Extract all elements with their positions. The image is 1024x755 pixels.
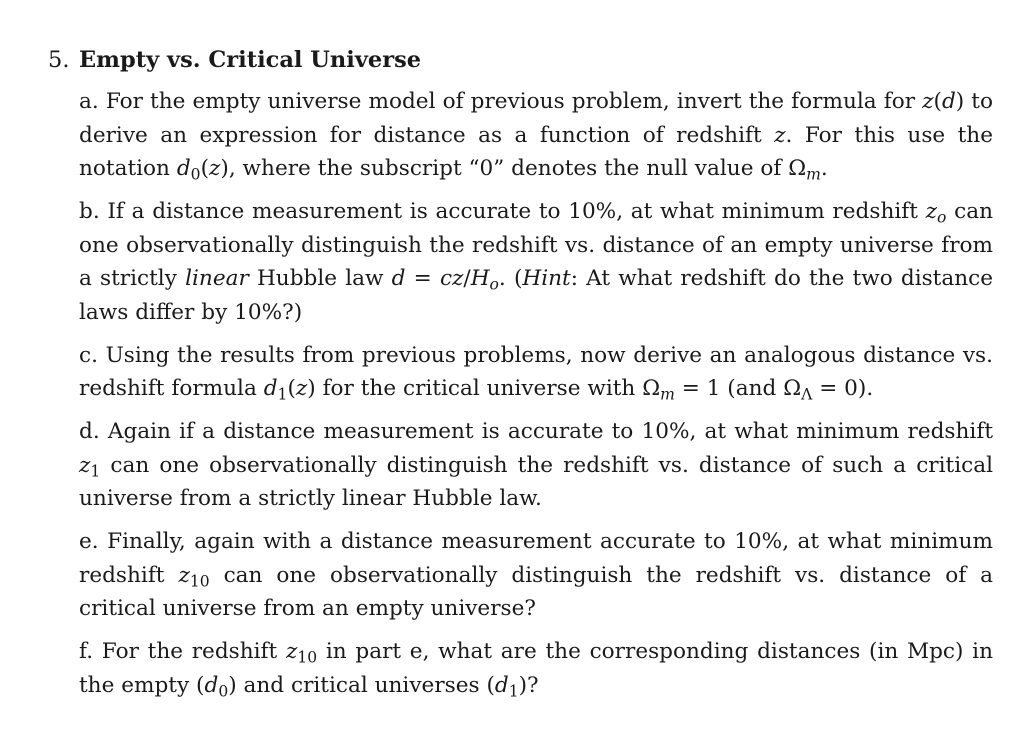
part-c-math-d1: d xyxy=(263,376,278,401)
problem-title: Empty vs. Critical Universe xyxy=(79,47,422,73)
part-c-math-omega-m: Ω xyxy=(642,376,661,401)
part-a-paren-close-2: ) xyxy=(220,156,229,181)
part-a-text-3: . For this use the notation xyxy=(79,122,993,181)
part-b-math-equals: = xyxy=(405,266,440,291)
part-a-math-z: z xyxy=(922,89,934,114)
part-f-math-d0: d xyxy=(204,672,219,698)
part-c-math-z: z xyxy=(295,376,308,401)
part-f-sub-10: 10 xyxy=(297,648,318,667)
part-b-sub-o: o xyxy=(937,208,947,227)
part-a-paren-open-2: ( xyxy=(200,156,209,181)
part-a-paren-close: ) xyxy=(955,89,965,114)
part-b-text-4: . ( xyxy=(498,266,523,291)
part-a-paren-open: ( xyxy=(933,89,942,114)
part-a xyxy=(79,85,993,186)
part-a-math-z3: z xyxy=(209,156,221,181)
part-b-emph-hint: Hint xyxy=(522,266,571,291)
part-b-emph-linear: linear xyxy=(185,266,249,291)
problem-5 xyxy=(48,44,993,712)
part-c-text-3: (and xyxy=(720,376,784,401)
part-d-sub-1: 1 xyxy=(90,462,101,481)
part-b-math-slash: / xyxy=(463,266,471,291)
part-a-text-4: , where the subscript “0” denotes the null value of xyxy=(228,156,789,181)
part-c-paren-close: ) xyxy=(307,376,316,401)
part-d xyxy=(79,415,993,516)
part-c-text-2: for the critical universe with xyxy=(315,376,643,401)
part-b xyxy=(79,195,993,329)
part-a-math-d0: d xyxy=(176,156,191,181)
problem-heading xyxy=(48,44,993,76)
part-a-text-2: to derive an expression for distance as a function of redshift xyxy=(79,89,993,148)
part-e-sub-10: 10 xyxy=(189,572,210,591)
part-a-text-1: a. For the empty universe model of previous problem, invert the formula for xyxy=(79,89,923,114)
part-e-text-1: e. Finally, again with a distance measurement accurate to 10%, at what minimum redshift xyxy=(79,529,993,588)
part-f-text-4: )? xyxy=(518,672,539,698)
part-c-math-eq-0: = 0 xyxy=(812,376,858,401)
part-c-paren-open: ( xyxy=(287,376,296,401)
problem-number: 5. xyxy=(48,47,70,73)
part-b-math-z: z xyxy=(925,199,938,224)
part-f-sub-0: 0 xyxy=(218,682,229,701)
part-a-text-5: . xyxy=(820,156,828,181)
part-d-math-z1: z xyxy=(79,452,91,478)
part-b-text-2: can one observationally distinguish the redshift vs. distance of an empty universe from a strictly xyxy=(79,199,993,291)
part-c-sub-1: 1 xyxy=(277,385,288,404)
part-f-text-1: f. For the redshift xyxy=(79,639,286,664)
part-e xyxy=(79,525,993,626)
part-f-sub-1: 1 xyxy=(508,682,519,701)
part-e-text-2: can one observationally distinguish the redshift vs. distance of a critical universe from an empty universe? xyxy=(79,562,993,621)
part-b-text-5: : At what redshift do the two distance laws differ by 10%?) xyxy=(79,266,994,325)
part-c-sub-lambda: Λ xyxy=(801,385,813,404)
part-a-sub-m: m xyxy=(806,165,821,184)
part-a-math-d: d xyxy=(941,89,956,114)
part-c-text-4: ). xyxy=(857,376,874,401)
part-b-text-1: b. If a distance measurement is accurate to 10%, at what minimum redshift xyxy=(79,199,926,224)
part-c-text-1: c. Using the results from previous problems, now derive an analogous distance vs. redshift formula xyxy=(79,342,993,401)
part-d-text-2: can one observationally distinguish the redshift vs. distance of such a critical universe from a strictly linear Hubble law. xyxy=(79,452,993,511)
part-c-math-omega-lambda: Ω xyxy=(783,376,802,401)
part-b-math-d: d xyxy=(391,266,406,291)
part-f-math-d1: d xyxy=(494,672,509,698)
part-b-text-3: Hubble law xyxy=(248,266,392,291)
part-e-math-z10: z xyxy=(178,562,190,588)
part-d-text-1: d. Again if a distance measurement is accurate to 10%, at what minimum redshift xyxy=(79,419,993,444)
part-c xyxy=(79,339,993,406)
part-a-math-omega: Ω xyxy=(788,156,807,181)
part-a-sub-0: 0 xyxy=(190,165,201,184)
part-b-sub-o-2: o xyxy=(489,275,499,294)
part-c-math-eq-1: = 1 xyxy=(674,376,721,401)
part-f-math-z10: z xyxy=(285,639,298,664)
part-c-sub-m: m xyxy=(660,385,675,404)
part-f xyxy=(79,635,993,702)
part-b-math-cz: cz xyxy=(439,266,464,291)
part-f-text-2: in part e, what are the corresponding distances (in Mpc) in the empty ( xyxy=(79,639,993,698)
part-f-text-3: ) and critical universes ( xyxy=(228,672,495,698)
part-b-math-H: H xyxy=(470,266,490,291)
part-a-math-z2: z xyxy=(774,122,786,148)
